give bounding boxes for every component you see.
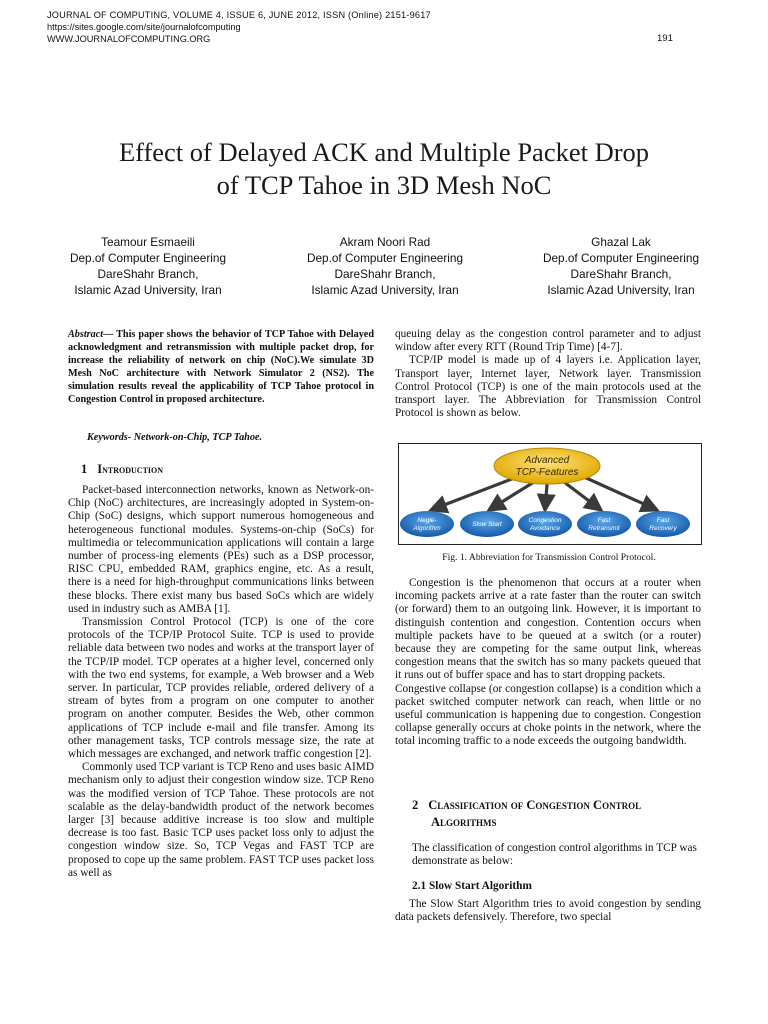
author-branch: DareShahr Branch, (334, 267, 436, 281)
right-column-middle (395, 577, 701, 749)
abstract (68, 328, 374, 407)
subsection-2-1-heading: 2.1 Slow Start Algorithm (412, 880, 532, 892)
paragraph: Congestive collapse (or congestion collapse) is a condition which a packet switched computer network can reach, when little or no useful communication is happening due to congestion. Congestion collapse generally occurs at choke points in the network, where the total incoming traffic to a node exceeds the outgoing bandwidth. (395, 682, 701, 748)
author-branch: DareShahr Branch, (570, 267, 672, 281)
leaf-node-fast-retransmit (577, 511, 631, 537)
page-number: 191 (657, 33, 673, 44)
paragraph: queuing delay as the congestion control parameter and to adjust window after every RTT (Round Trip Time) [4-7]. (395, 328, 701, 354)
journal-site: WWW.JOURNALOFCOMPUTING.ORG (47, 34, 211, 44)
author-dept: Dep.of Computer Engineering (306, 251, 464, 265)
svg-text:Algorithm: Algorithm (413, 525, 441, 532)
author-block-3 (521, 234, 721, 298)
author-name: Ghazal Lak (591, 235, 651, 249)
section-1-body (68, 484, 374, 880)
leaf-node-slow-start (460, 511, 514, 537)
paragraph: Congestion is the phenomenon that occurs at a router when incoming packets arrive at a rate faster than the router can switch (or forward) them to an outgoing link. However, it is important to distinguish contention and congestion. Contention occurs when multiple packets have to be queued at a switch (or a router) because they are competing for the same output link, whereas congestion means that the switch has so many packets queued that it runs out of buffer space and has to start dropping packets. (395, 577, 701, 682)
section-title-line-1: Classification of Congestion Control (428, 798, 642, 812)
author-univ: Islamic Azad University, Iran (74, 283, 222, 297)
arrow (545, 484, 547, 510)
figure-caption: Fig. 1. Abbreviation for Transmission Control Protocol. (442, 552, 656, 563)
section-title-line-2: Algorithms (431, 815, 497, 829)
section-title-rest: ntroduction (102, 464, 164, 476)
svg-text:Recovery: Recovery (649, 525, 677, 532)
svg-text:Fast: Fast (597, 517, 611, 524)
author-block-2 (285, 234, 485, 298)
journal-header (47, 9, 687, 45)
section-number: 2 (412, 798, 419, 812)
section-1-heading (81, 462, 163, 477)
svg-text:Fast: Fast (656, 517, 670, 524)
title-line-1: Effect of Delayed ACK and Multiple Packet Drop (118, 137, 650, 167)
abstract-text: — This paper shows the behavior of TCP Tahoe with Delayed acknowledgment and retransmission with multiple packet drop, for increase the reliability of network on chip (NoC).We simulate 3D Mesh NoC architecture with Network Simulator 2 (NS2). The simulation results reveal the applicability of TCP Tahoe protocol in Congestion Control in proposed architecture. (68, 329, 374, 406)
section-number: 1 (81, 462, 88, 476)
leaf-node-congestion-avoidance (518, 511, 572, 537)
svg-text:Negle-: Negle- (417, 517, 437, 524)
keywords: Keywords- Network-on-Chip, TCP Tahoe. (87, 432, 262, 443)
paragraph: Commonly used TCP variant is TCP Reno and uses basic AIMD mechanism only to adjust their congestion window size. TCP Reno was the modified version of TCP Tahoe. These protocols are not scalable as the delay-bandwidth product of the network becomes larger [3] because additive increase is too slow and multiple decrease is too fast. Basic TCP uses packet loss only to adjust the congestion window size. So, TCP Vegas and FAST TCP are proposed to cope up the same problem. FAST TCP uses packet loss as well as (68, 761, 374, 879)
paragraph: TCP/IP model is made up of 4 layers i.e. Application layer, Transport layer, Internet layer, Network layer. Transmission Control Protocol (TCP) is one of the main protocols used at the transport layer. The Abbreviation for Transmission Control Protocol is shown as below. (395, 354, 701, 420)
author-name: Teamour Esmaeili (101, 235, 195, 249)
svg-text:Avoidance: Avoidance (529, 525, 561, 532)
author-univ: Islamic Azad University, Iran (547, 283, 695, 297)
author-dept: Dep.of Computer Engineering (69, 251, 227, 265)
section-2-heading (412, 797, 702, 831)
paragraph: Packet-based interconnection networks, known as Network-on-Chip (NoC) architectures, are increasingly adopted in System-on-Chip (SoC) designs, which support numerous homogeneous and heterogeneous functional modules. Systems-on-chip (SoCs) for multimedia or telecommunication applications will contain a large number of process-ing elements (PEs) such as a DSP processor, RISC CPU, embedded RAM, graphics engine, etc. As a result, there is a need for high-throughput communications links between these blocks. There exist many bus based SoCs which are widely used in industry such as AMBA [1]. (68, 484, 374, 615)
author-block-1 (48, 234, 248, 298)
svg-text:Congestion: Congestion (528, 517, 562, 524)
paper-title (40, 136, 728, 202)
subsection-2-1-body (395, 898, 701, 924)
leaf-node-fast-recovery (636, 511, 690, 537)
figure-1 (398, 443, 702, 545)
svg-text:Slow Start: Slow Start (472, 521, 502, 528)
svg-text:Retransmit: Retransmit (588, 525, 620, 532)
journal-line: JOURNAL OF COMPUTING, VOLUME 4, ISSUE 6, JUNE 2012, ISSN (Online) 2151-9617 (47, 10, 431, 20)
tcp-features-diagram (399, 444, 701, 544)
leaf-node-nagle (400, 511, 454, 537)
paragraph: The Slow Start Algorithm tries to avoid congestion by sending data packets defensively. Therefore, two special (395, 898, 701, 924)
paragraph: The classification of congestion control algorithms in TCP was demonstrate as below: (412, 842, 697, 868)
author-dept: Dep.of Computer Engineering (542, 251, 700, 265)
author-branch: DareShahr Branch, (97, 267, 199, 281)
abstract-label: Abstract (68, 329, 104, 340)
title-line-2: of TCP Tahoe in 3D Mesh NoC (216, 170, 552, 200)
paragraph: Transmission Control Protocol (TCP) is one of the core protocols of the TCP/IP Protocol Suite. TCP is used to provide reliable data between two nodes and works at the transport layer of the TCP/IP model. TCP operates at a higher level, concerned only with the two end systems, for example, a Web browser and a Web server. In particular, TCP provides reliable, ordered delivery of a stream of bytes from a program on one computer to another program on another computer. Besides the Web, other common applications of TCP include e-mail and file transfer. Among its other management tasks, TCP controls message size, the rate at which messages are exchanged, and network traffic congestion [2]. (68, 616, 374, 761)
root-label-2: TCP-Features (515, 467, 579, 478)
journal-url: https://sites.google.com/site/journalofcomputing (47, 22, 241, 32)
author-univ: Islamic Azad University, Iran (311, 283, 459, 297)
root-node (494, 448, 600, 484)
section-2-intro (412, 842, 702, 868)
arrow (564, 482, 601, 510)
root-label-1: Advanced (524, 455, 570, 466)
author-name: Akram Noori Rad (339, 235, 431, 249)
section-title-initial: I (97, 462, 103, 476)
right-column-top (395, 328, 701, 420)
arrow (431, 477, 517, 510)
